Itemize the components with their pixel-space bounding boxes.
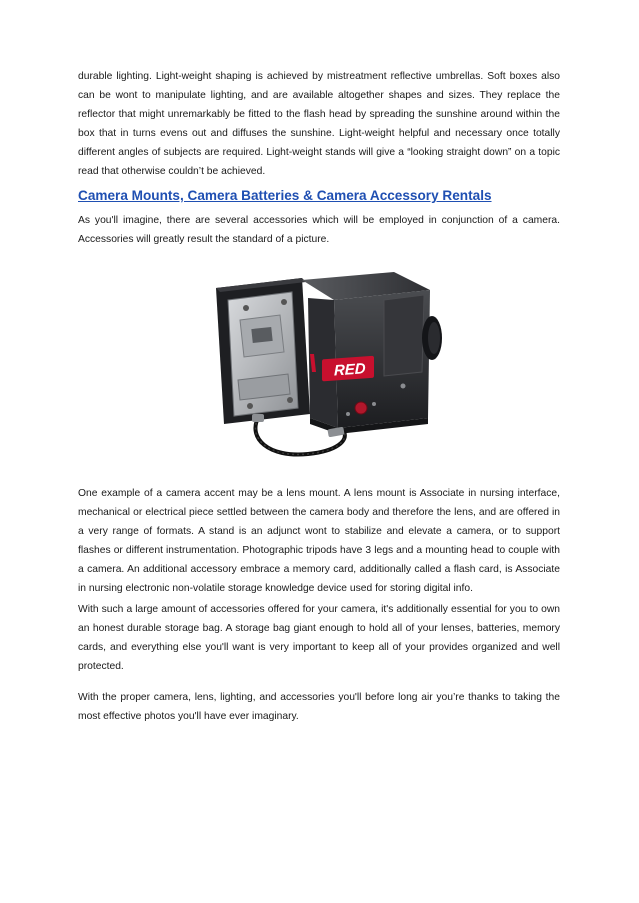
camera-logo-text: RED	[334, 360, 366, 380]
section-heading-link[interactable]: Camera Mounts, Camera Batteries & Camera Accessory Rentals	[78, 188, 492, 203]
camera-photo	[198, 268, 444, 468]
paragraph-lens-mount: One example of a camera accent may be a lens mount. A lens mount is Associate in nursing interface, mechanical or electrical piece settled between the camera body and therefore the lens, and are offered in a very range of formats. A stand is an adjunct wont to stabilize and elevate a camera, or to support flashes or different instrumentation. Photographic tripods have 3 legs and a mounting head to couple with a camera. An additional accessory embrace a memory card, additionally called a flash card, is Associate in nursing electronic non-volatile storage knowledge device used for storing digital info.	[78, 488, 560, 594]
paragraph-storage-bag: With such a large amount of accessories offered for your camera, it's additionally essential for you to own an honest durable storage bag. A storage bag giant enough to hold all of your lenses, batteries, memory cards, and everything else you'll want is very important to keep all of your provides organized and well protected.	[78, 604, 560, 672]
paragraph-closing: With the proper camera, lens, lighting, and accessories you'll before long air you’re thanks to taking the most effective photos you'll have ever imaginary.	[78, 692, 560, 722]
paragraph-accessories-intro: As you'll imagine, there are several accessories which will be employed in conjunction of a camera. Accessories will greatly result the standard of a picture.	[78, 215, 560, 245]
paragraph-lighting: durable lighting. Light-weight shaping is achieved by mistreatment reflective umbrellas. Soft boxes also can be wont to manipulate lighting, and are available altogether shapes and sizes. They replace the reflector that might unremarkably be fitted to the flash head by spreading the sunshine around within the box that in turns evens out and diffuses the sunshine. Light-weight helpful and necessary once totally different angles of subjects are required. Light-weight stands will give a “looking straight down” on a topic read that otherwise couldn’t be achieved.	[78, 71, 560, 177]
camera-illustration	[198, 268, 444, 468]
